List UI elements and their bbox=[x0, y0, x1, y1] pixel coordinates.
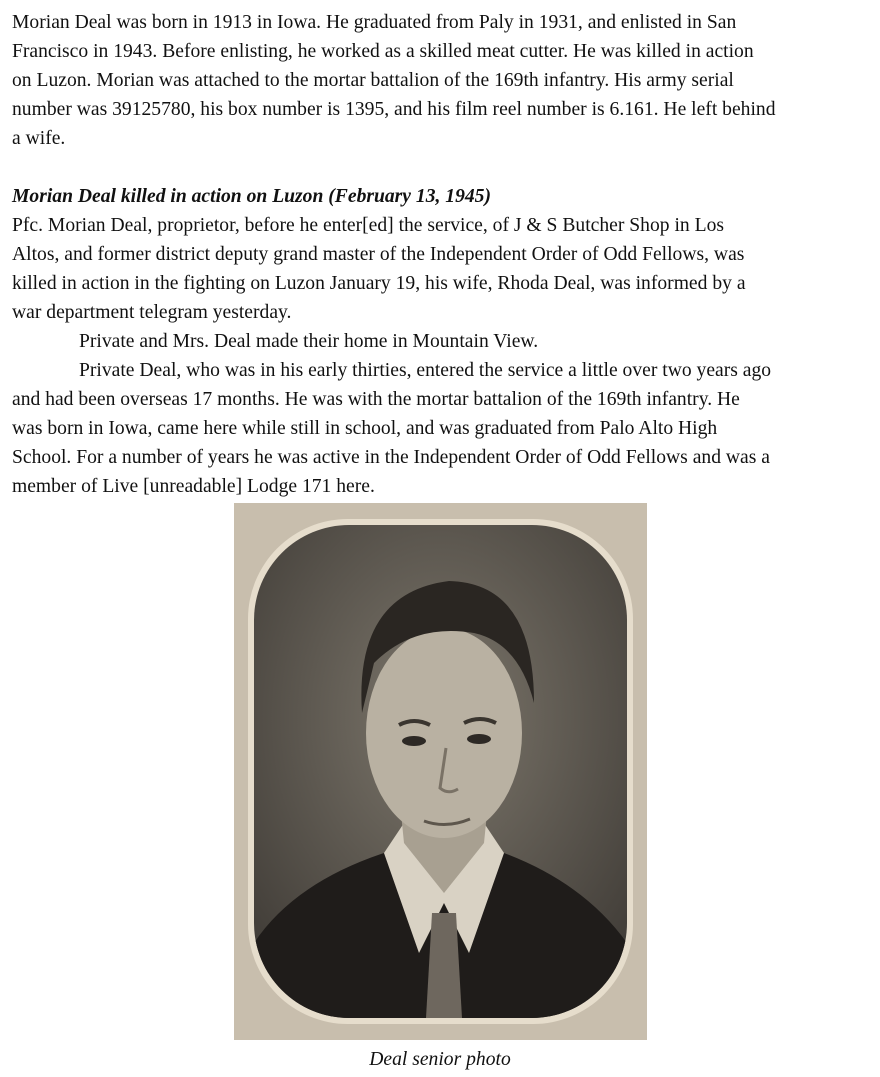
article-paragraph-3 bbox=[12, 356, 878, 501]
senior-photo bbox=[234, 503, 647, 1040]
spacer bbox=[12, 153, 878, 182]
article-title: Morian Deal killed in action on Luzon (February 13, 1945) bbox=[12, 186, 492, 207]
text-line: war department telegram yesterday. bbox=[12, 302, 292, 323]
text-line: School. For a number of years he was active in the Independent Order of Odd Fellows and was a bbox=[12, 447, 770, 468]
text-line: Morian Deal was born in 1913 in Iowa. He graduated from Paly in 1931, and enlisted in San bbox=[12, 12, 737, 33]
text-line: and had been overseas 17 months. He was with the mortar battalion of the 169th infantry. He bbox=[12, 389, 740, 410]
article-paragraph-2: Private and Mrs. Deal made their home in Mountain View. bbox=[79, 331, 539, 352]
text-line: Pfc. Morian Deal, proprietor, before he enter[ed] the service, of J & S Butcher Shop in Los bbox=[12, 215, 724, 236]
intro-paragraph bbox=[12, 8, 878, 153]
document-body bbox=[12, 8, 878, 501]
photo-caption: Deal senior photo bbox=[369, 1049, 511, 1070]
text-line: Private Deal, who was in his early thirties, entered the service a little over two years ago bbox=[79, 360, 772, 381]
text-line: Altos, and former district deputy grand master of the Independent Order of Odd Fellows, was bbox=[12, 244, 745, 265]
text-line: number was 39125780, his box number is 1395, and his film reel number is 6.161. He left behind bbox=[12, 99, 776, 120]
text-line: was born in Iowa, came here while still in school, and was graduated from Palo Alto High bbox=[12, 418, 718, 439]
text-line: Francisco in 1943. Before enlisting, he worked as a skilled meat cutter. He was killed in action bbox=[12, 41, 754, 62]
text-line: member of Live [unreadable] Lodge 171 here. bbox=[12, 476, 375, 497]
text-line: on Luzon. Morian was attached to the mortar battalion of the 169th infantry. His army serial bbox=[12, 70, 734, 91]
article-paragraph-1 bbox=[12, 211, 878, 327]
text-line: killed in action in the fighting on Luzon January 19, his wife, Rhoda Deal, was informed by a bbox=[12, 273, 746, 294]
text-line: a wife. bbox=[12, 128, 66, 149]
